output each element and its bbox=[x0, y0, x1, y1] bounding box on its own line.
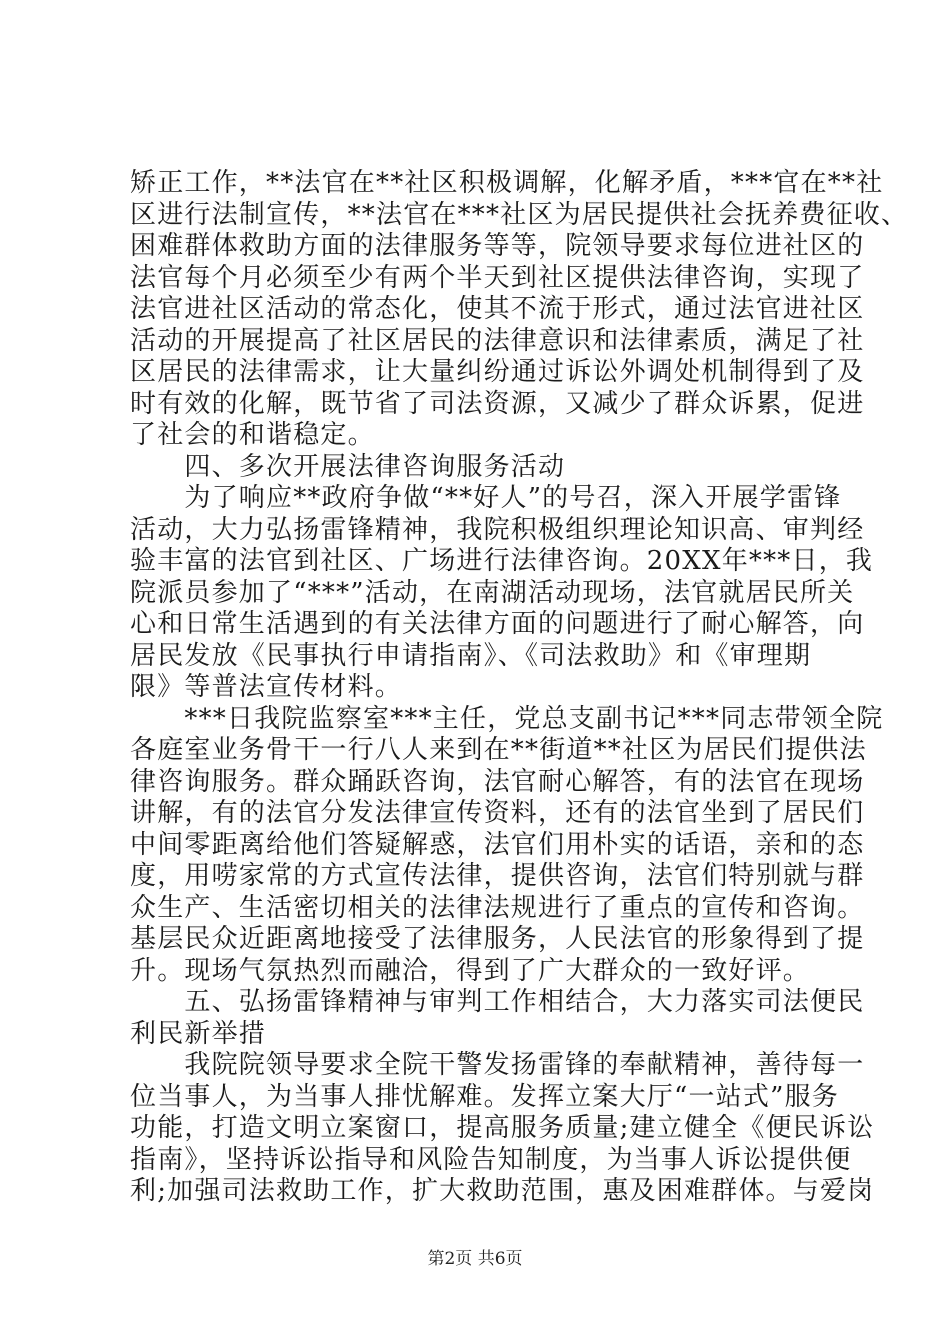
text-line: 验丰富的法官到社区、广场进行法律咨询。20XX年***日，我 bbox=[130, 546, 874, 576]
text-line: 区居民的法律需求，让大量纠纷通过诉讼外调处机制得到了及 bbox=[130, 357, 865, 387]
text-line: 院派员参加了“***”活动，在南湖活动现场，法官就居民所关 bbox=[130, 577, 855, 608]
text-line: 利;加强司法救助工作，扩大救助范围，惠及困难群体。与爱岗 bbox=[130, 1176, 875, 1206]
page-number: 第2页 共6页 bbox=[427, 1249, 523, 1269]
text-line: 困难群体救助方面的法律服务等等，院领导要求每位进社区的 bbox=[130, 231, 865, 261]
text-line: 居民发放《民事执行申请指南》、《司法救助》和《审理期 bbox=[130, 640, 812, 671]
text-line: 律咨询服务。群众踊跃咨询，法官耐心解答，有的法官在现场 bbox=[130, 766, 865, 797]
section-heading-4: 四、多次开展法律咨询服务活动 bbox=[130, 451, 566, 482]
text-line: 法官每个月必须至少有两个半天到社区提供法律咨询，实现了 bbox=[130, 262, 865, 293]
section-heading-5: 五、弘扬雷锋精神与审判工作相结合，大力落实司法便民 bbox=[130, 987, 865, 1017]
text-line: 心和日常生活遇到的有关法律方面的问题进行了耐心解答，向 bbox=[130, 609, 865, 639]
text-line: 限》等普法宣传材料。 bbox=[130, 672, 403, 702]
text-line: 众生产、生活密切相关的法律法规进行了重点的宣传和咨询。 bbox=[130, 892, 865, 923]
text-line: 矫正工作，**法官在**社区积极调解，化解矛盾，***官在**社 bbox=[130, 168, 884, 198]
text-line: 基层民众近距离地接受了法律服务，人民法官的形象得到了提 bbox=[130, 924, 865, 954]
text-line: 各庭室业务骨干一行八人来到在**街道**社区为居民们提供法 bbox=[130, 735, 867, 765]
text-line: ***日我院监察室***主任，党总支副书记***同志带领全院 bbox=[130, 703, 884, 734]
text-line: 讲解，有的法官分发法律宣传资料，还有的法官坐到了居民们 bbox=[130, 798, 865, 828]
text-line: 度，用唠家常的方式宣传法律，提供咨询，法官们特别就与群 bbox=[130, 861, 865, 891]
text-line: 功能，打造文明立案窗口，提高服务质量;建立健全《便民诉讼 bbox=[130, 1113, 875, 1143]
section-heading-5-cont: 利民新举措 bbox=[130, 1018, 267, 1049]
text-line: 法官进社区活动的常态化，使其不流于形式，通过法官进社区 bbox=[130, 294, 865, 324]
body-text bbox=[130, 168, 909, 1208]
text-line: 指南》，坚持诉讼指导和风险告知制度，为当事人诉讼提供便 bbox=[130, 1144, 852, 1175]
text-line: 我院院领导要求全院干警发扬雷锋的奉献精神，善待每一 bbox=[130, 1050, 865, 1080]
text-line: 升。现场气氛热烈而融洽，得到了广大群众的一致好评。 bbox=[130, 955, 811, 986]
text-line: 了社会的和谐稳定。 bbox=[130, 420, 375, 450]
text-line: 时有效的化解，既节省了司法资源，又减少了群众诉累，促进 bbox=[130, 388, 865, 419]
text-line: 区进行法制宣传，**法官在***社区为居民提供社会抚养费征收、 bbox=[130, 199, 909, 230]
text-line: 为了响应**政府争做“**好人”的号召，深入开展学雷锋 bbox=[130, 483, 842, 513]
text-line: 中间零距离给他们答疑解惑，法官们用朴实的话语，亲和的态 bbox=[130, 829, 865, 860]
text-line: 位当事人，为当事人排忧解难。发挥立案大厅“一站式”服务 bbox=[130, 1081, 839, 1112]
text-line: 活动，大力弘扬雷锋精神，我院积极组织理论知识高、审判经 bbox=[130, 514, 865, 545]
text-line: 活动的开展提高了社区居民的法律意识和法律素质，满足了社 bbox=[130, 325, 865, 356]
